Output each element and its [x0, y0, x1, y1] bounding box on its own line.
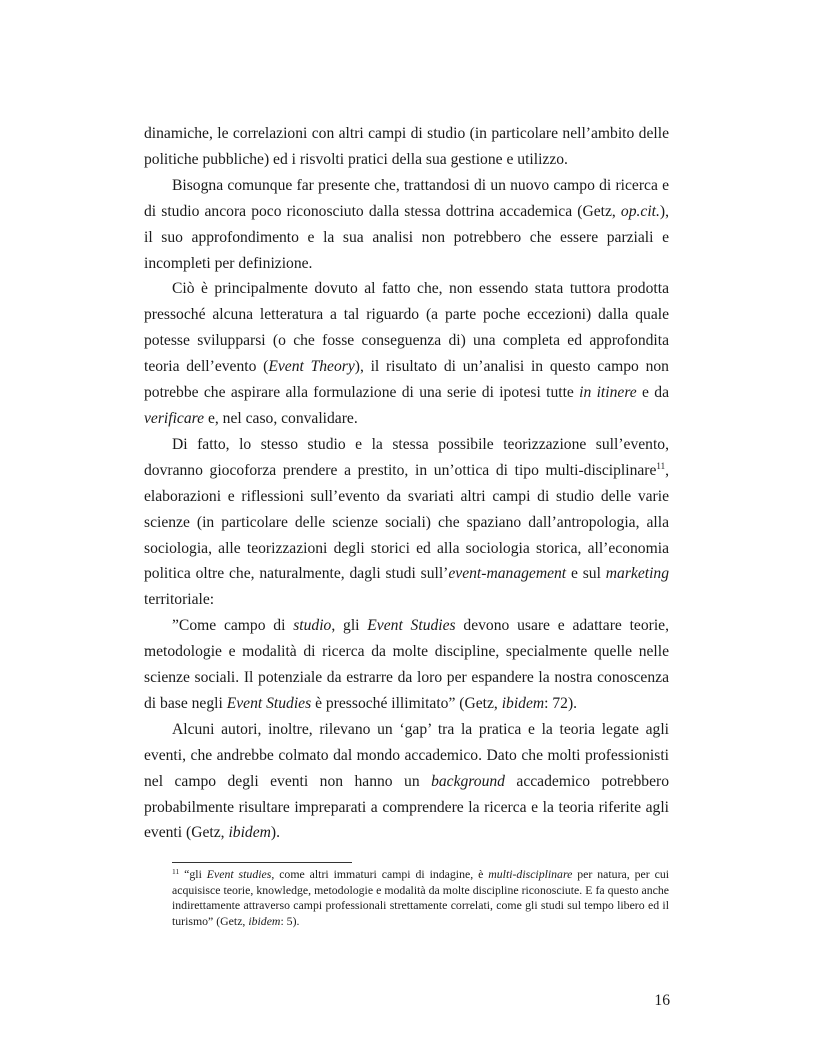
- text-run: ), il suo approfondimento e la sua analisi non potrebbero che essere parziali e incompleti per definizione.: [144, 202, 669, 272]
- body-text: [144, 121, 669, 846]
- paragraph-2: [144, 173, 669, 277]
- text-run: “gli: [179, 867, 207, 881]
- text-run: dinamiche, le correlazioni con altri campi di studio (in particolare nell’ambito delle politiche pubbliche) ed i risvolti pratici della sua gestione e utilizzo.: [144, 125, 669, 168]
- text-run: Bisogna comunque far presente che, trattandosi di un nuovo campo di ricerca e di studio ancora poco riconosciuto dalla stessa dottrina accademica (Getz,: [144, 176, 669, 220]
- footnote-11: [172, 867, 669, 929]
- footnote-separator: [172, 862, 352, 863]
- paragraph-4: [144, 432, 669, 613]
- italic-text: Event studies: [206, 867, 272, 881]
- text-run: , gli: [331, 617, 368, 635]
- italic-text: marketing: [605, 565, 669, 583]
- text-run: Ciò è principalmente dovuto al fatto che, non essendo stata tuttora prodotta pressoché alcuna letteratura a tal riguardo (a parte poche eccezioni) dalla quale potesse svilupparsi (o che fosse conseguenza di) una completa ed approfondita teoria dell’evento (: [144, 280, 669, 376]
- text-run: : 5).: [280, 913, 300, 928]
- quotation-paragraph: [144, 613, 669, 717]
- text-run: e, nel caso, convalidare.: [204, 409, 358, 427]
- italic-text: event-management: [448, 565, 567, 583]
- italic-text: Event Studies: [367, 617, 456, 635]
- text-run: per natura, per cui acquisisce teorie, knowledge, metodologie e modalità da molte discipline riconosciute. E fa questo anche indirettamente attraverso campi professionali strettamente correlati, come gli studi sul tempo libero ed il turismo” (Getz,: [172, 867, 670, 928]
- paragraph-6: [144, 717, 669, 847]
- text-run: Alcuni autori, inoltre, rilevano un ‘gap’ tra la pratica e la teoria legate agli eventi, che andrebbe colmato dal mondo accademico. Dato che molti professionisti nel campo degli eventi non hanno un: [144, 720, 669, 790]
- italic-text: ibidem: [501, 694, 545, 712]
- italic-text: op.cit.: [620, 202, 660, 220]
- text-run: è pressoché illimitato” (Getz,: [311, 694, 502, 712]
- italic-text: ibidem: [248, 913, 281, 928]
- text-run: ).: [270, 824, 280, 842]
- page-body: [144, 121, 669, 846]
- footnote-marker: 11: [172, 867, 180, 876]
- italic-text: background: [431, 772, 505, 790]
- text-run: , come altri immaturi campi di indagine, è: [271, 867, 489, 881]
- italic-text: Event Theory: [268, 358, 355, 376]
- text-run: devono usare e adattare teorie, metodologie e modalità di ricerca da molte discipline, specialmente quelle nelle scienze sociali. Il potenziale da estrarre da loro per espandere la nostra conoscenza di base negli: [144, 617, 669, 712]
- text-run: e sul: [566, 565, 606, 583]
- italic-text: Event Studies: [226, 694, 312, 712]
- paragraph-1: [144, 121, 669, 173]
- italic-text: in itinere: [579, 384, 637, 402]
- text-run: e da: [636, 384, 670, 402]
- text-run: ), il risultato di un’analisi in questo campo non potrebbe che aspirare alla formulazione di una serie di ipotesi tutte: [144, 358, 669, 402]
- text-run: , elaborazioni e riflessioni sull’evento da svariati altri campi di studio delle varie scienze (in particolare delle scienze sociali) che spaziano dall’antropologia, alla sociologia, alle teorizzazioni degli storici ed alla sociologia storica, all’economia politica oltre che, naturalmente, dagli studi sull’: [144, 461, 669, 583]
- text-run: Di fatto, lo stesso studio e la stessa possibile teorizzazione sull’evento, dovranno giocoforza prendere a prestito, in un’ottica di tipo multi-disciplinare: [144, 435, 669, 479]
- footnote-marker: 11: [656, 460, 666, 471]
- italic-text: multi-disciplinare: [488, 867, 573, 881]
- italic-text: studio: [293, 617, 332, 635]
- text-run: accademico potrebbero probabilmente risultare impreparati a comprendere la ricerca e la teoria riferite agli eventi (Getz,: [144, 772, 669, 842]
- text-run: territoriale:: [144, 591, 215, 609]
- italic-text: ibidem: [228, 824, 271, 842]
- page-number: 16: [654, 992, 670, 1009]
- italic-text: verificare: [144, 409, 205, 427]
- paragraph-3: [144, 276, 669, 431]
- text-run: : 72).: [544, 694, 578, 712]
- text-run: ”Come campo di: [172, 617, 294, 635]
